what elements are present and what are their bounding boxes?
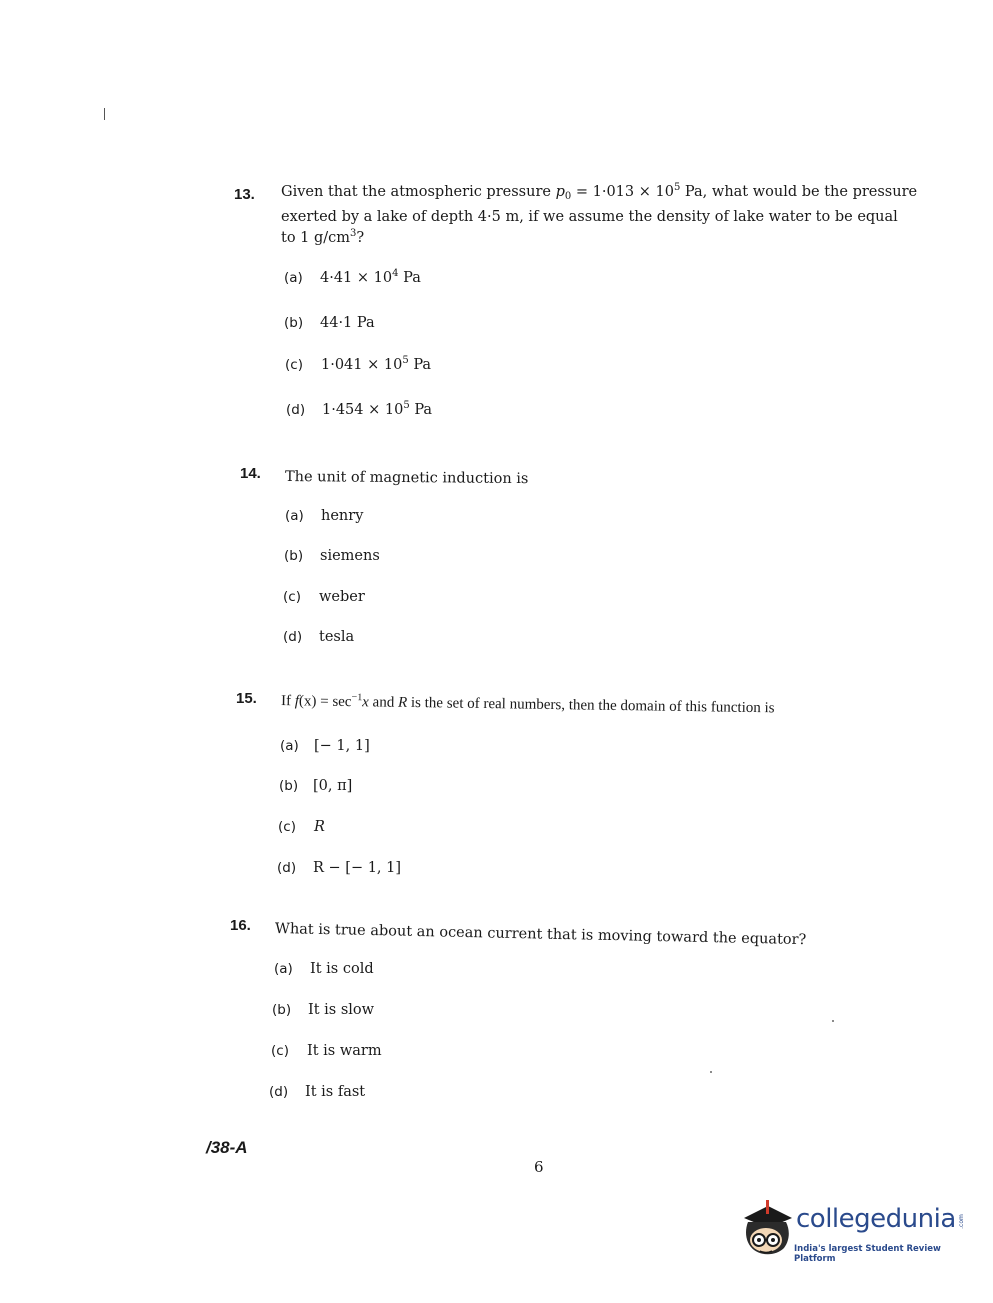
option-text: It is fast (305, 1084, 366, 1100)
option-label: (a) (284, 270, 303, 286)
option-text: tesla (319, 629, 355, 645)
option-text: 1·454 × 10 (322, 402, 404, 418)
option-label: (c) (285, 357, 303, 373)
q15-exponent: −1 (351, 692, 363, 704)
q13-text-part: = 1·013 × 10 (571, 184, 674, 200)
option-label: (d) (277, 860, 297, 876)
option-exponent: 5 (403, 400, 410, 411)
scan-speck (832, 1020, 834, 1022)
option-text: weber (319, 589, 365, 605)
option-text: It is cold (310, 961, 374, 977)
q15-text-part: and (368, 694, 399, 711)
q16-option-c (271, 1043, 382, 1059)
q13-line2: exerted by a lake of depth 4·5 m, if we assume the density of lake water to be equal (281, 209, 898, 225)
option-label: (a) (285, 508, 304, 524)
q15-var-R: R (397, 694, 408, 711)
question-16-number: 16. (230, 917, 251, 934)
option-label: (a) (274, 961, 293, 977)
option-label: (c) (271, 1043, 289, 1059)
option-exponent: 4 (392, 268, 399, 279)
option-label: (b) (284, 315, 304, 331)
q13-text-part: to 1 g/cm (281, 230, 351, 246)
option-label: (c) (283, 589, 301, 605)
q15-function-f: f (294, 693, 300, 710)
option-unit: Pa (408, 357, 432, 373)
q13-subscript: 0 (564, 191, 572, 202)
q15-text-part: is the set of real numbers, then the domain of this function is (407, 694, 775, 717)
q14-option-b (284, 548, 380, 564)
option-text: henry (321, 508, 364, 524)
q16-option-d (269, 1084, 365, 1100)
q14-option-a (285, 508, 363, 524)
logo-suffix: .com (957, 1214, 965, 1229)
question-13-text (281, 181, 918, 250)
option-text: [0, π] (313, 778, 353, 794)
option-text: siemens (320, 548, 380, 564)
q16-option-b (272, 1002, 374, 1018)
option-label: (d) (269, 1084, 289, 1100)
option-text: It is warm (307, 1043, 382, 1059)
question-16-text: What is true about an ocean current that is moving toward the equator? (274, 921, 807, 949)
option-label: (a) (280, 738, 299, 754)
q13-exponent: 5 (673, 182, 681, 193)
question-15-number: 15. (236, 690, 257, 707)
q13-text-part: Given that the atmospheric pressure (281, 184, 556, 200)
margin-mark (104, 108, 105, 120)
question-14-number: 14. (240, 465, 261, 482)
option-text: [− 1, 1] (314, 738, 370, 754)
scan-speck (710, 1071, 712, 1073)
q15-text-part: If (280, 693, 295, 710)
student-mascot-icon (738, 1196, 798, 1260)
q14-option-c (283, 589, 365, 605)
question-13-number: 13. (234, 186, 255, 203)
question-15-text (281, 690, 775, 720)
q13-option-d (286, 402, 432, 418)
option-unit: Pa (398, 270, 421, 286)
q13-text-part: Pa, what would be the pressure (680, 184, 918, 200)
option-text: R (314, 819, 325, 835)
question-14-text: The unit of magnetic induction is (284, 469, 529, 488)
q15-text-part: (x) = sec (298, 693, 352, 711)
option-text: 4·41 × 10 (320, 270, 393, 286)
option-text: It is slow (308, 1002, 375, 1018)
option-label: (b) (272, 1002, 292, 1018)
q15-option-c (278, 819, 325, 835)
option-label: (d) (283, 629, 303, 645)
collegedunia-logo (738, 1196, 968, 1268)
q13-option-b (284, 315, 375, 331)
q13-option-c (285, 357, 431, 373)
q13-exponent: 3 (350, 228, 357, 239)
q15-option-d (277, 860, 401, 876)
page-number: 6 (534, 1158, 544, 1176)
q16-option-a (274, 961, 374, 977)
logo-tagline: India's largest Student Review Platform (794, 1244, 941, 1264)
option-exponent: 5 (402, 355, 409, 366)
option-unit: Pa (409, 402, 433, 418)
q15-option-b (279, 778, 352, 794)
option-label: (d) (286, 402, 306, 418)
option-text: 1·041 × 10 (321, 357, 403, 373)
q15-var-x: x (362, 694, 369, 711)
q13-text-part: ? (356, 230, 365, 246)
logo-wordmark: collegedunia (796, 1204, 956, 1234)
option-label: (b) (284, 548, 304, 564)
q13-var-p: p (555, 184, 565, 200)
q14-option-d (283, 629, 354, 645)
option-label: (c) (278, 819, 296, 835)
q13-option-a (284, 270, 421, 286)
option-text: R − [− 1, 1] (313, 860, 402, 876)
option-label: (b) (279, 778, 299, 794)
option-text: 44·1 Pa (320, 315, 375, 331)
paper-code: /38-A (206, 1138, 248, 1157)
q15-option-a (280, 738, 370, 754)
